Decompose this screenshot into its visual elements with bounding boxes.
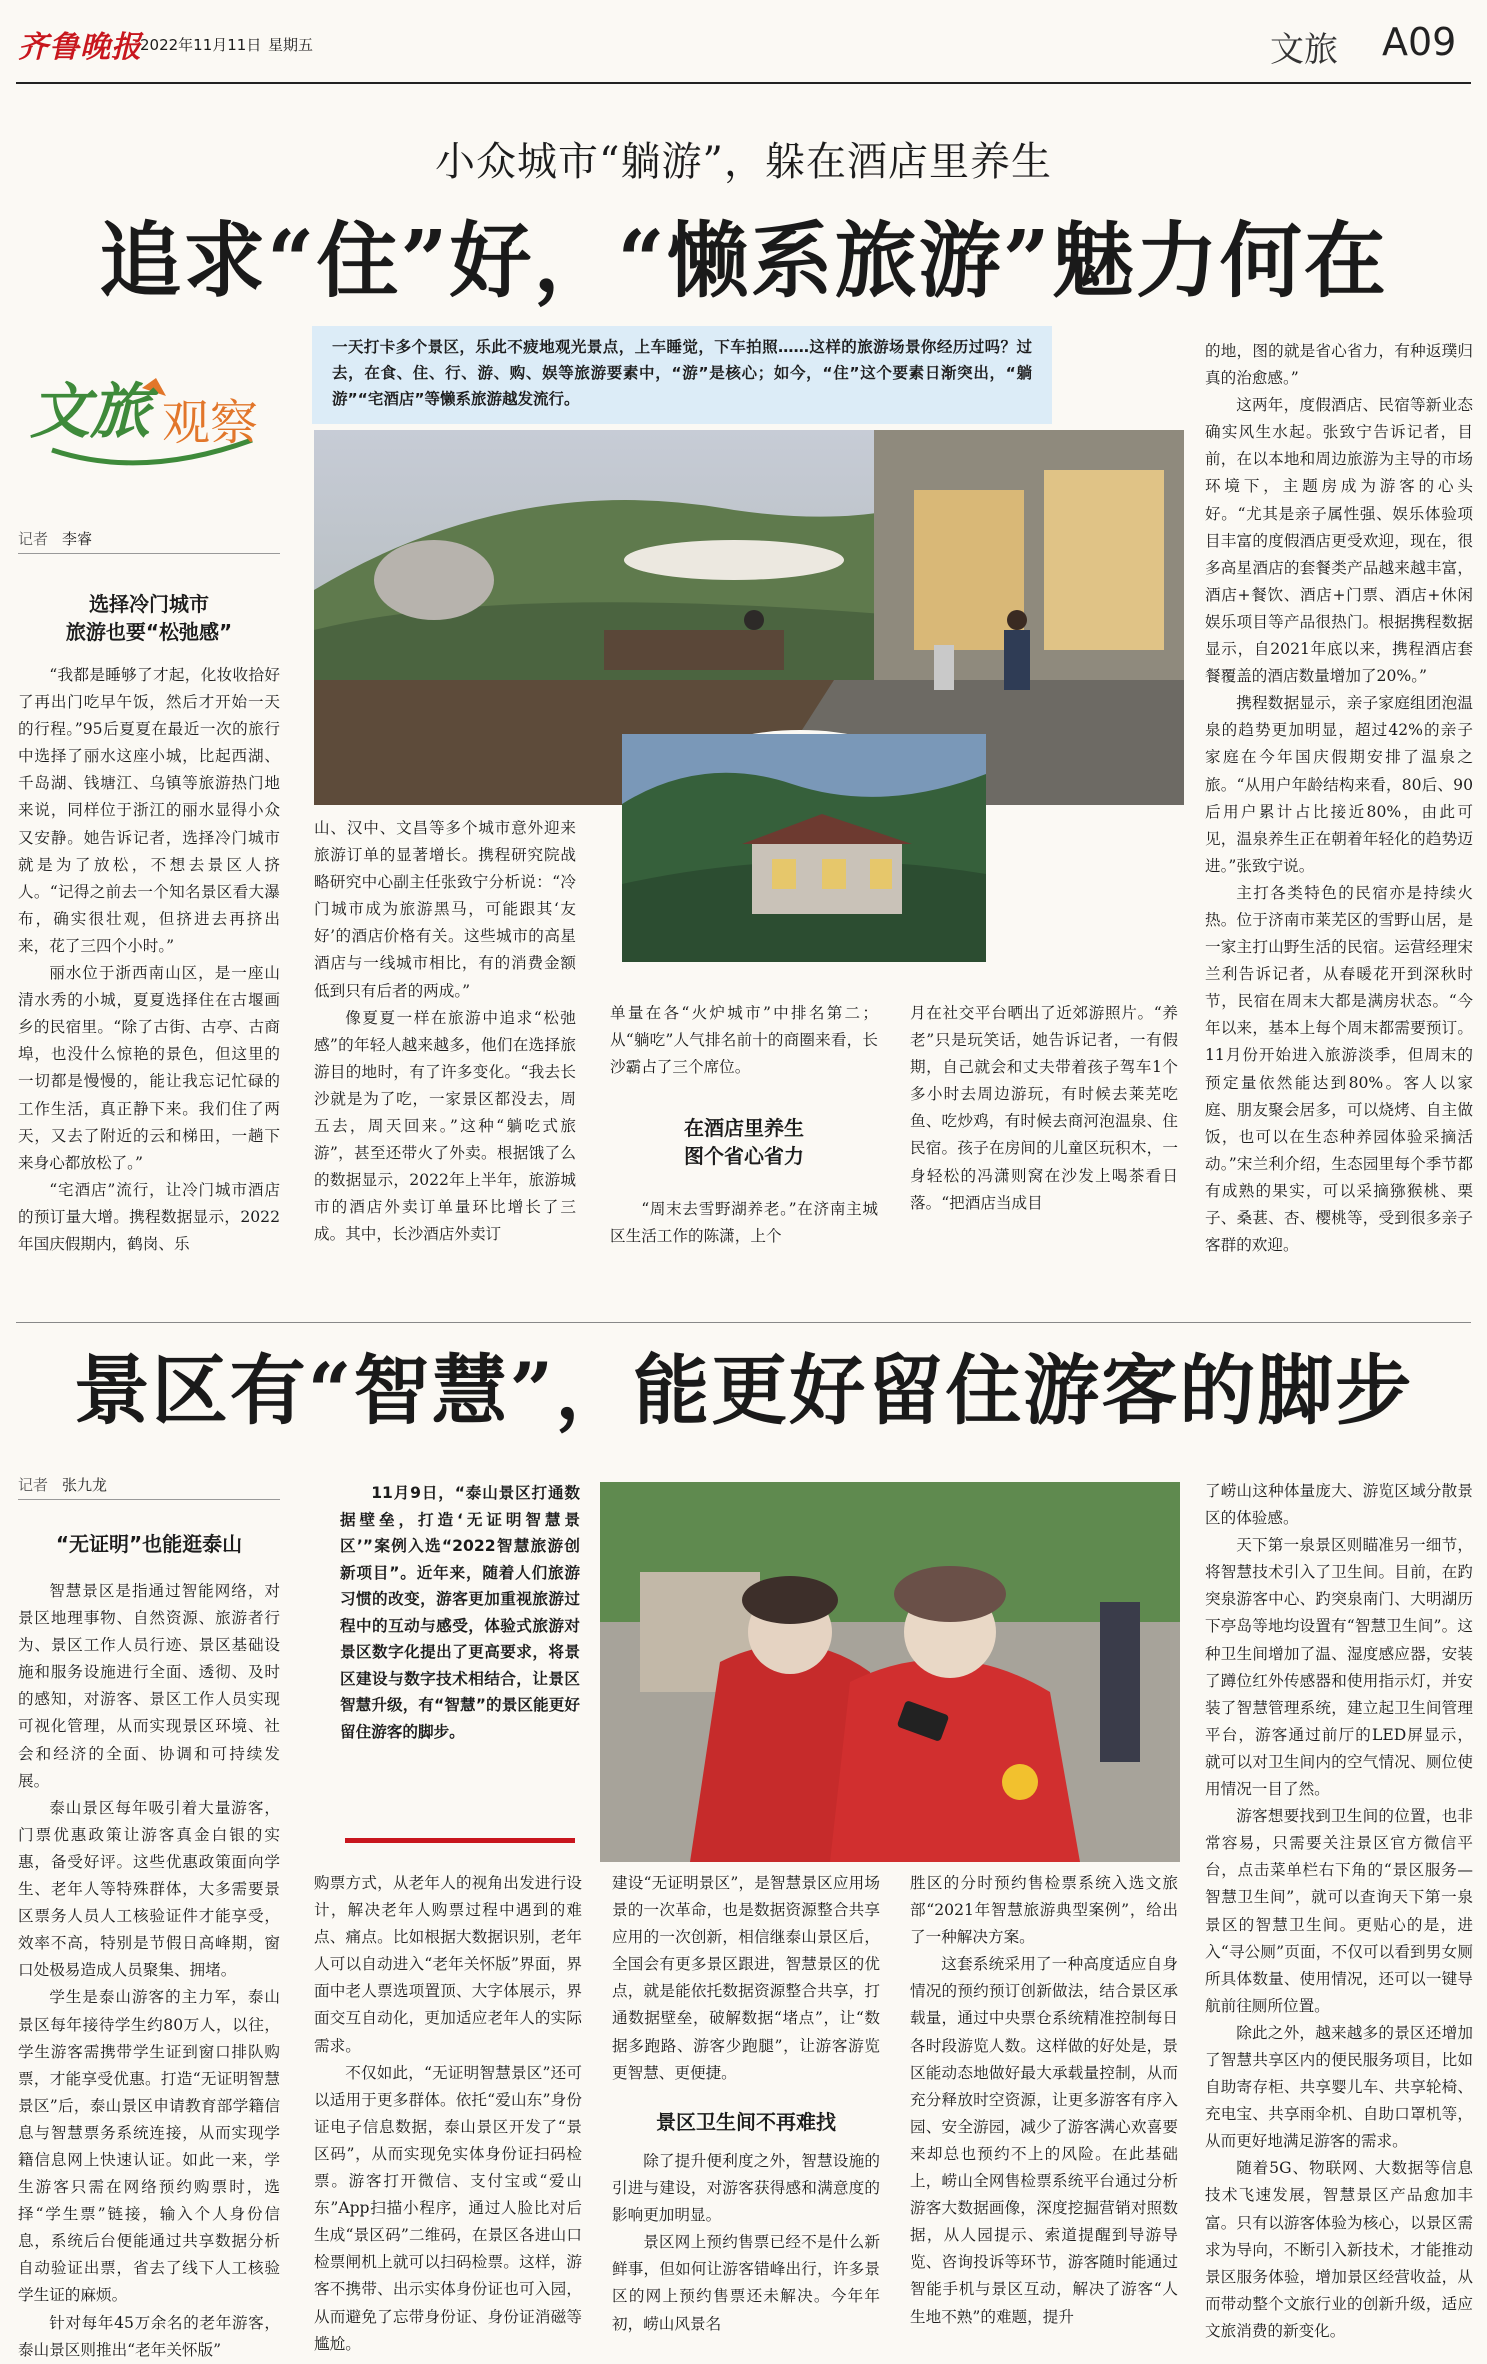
paragraph: 这两年，度假酒店、民宿等新业态确实风生水起。张致宁告诉记者，目前，在以本地和周边旅游为主导的市场环境下，主题房成为游客的心头好。“尤其是亲子属性强、娱乐体验项目丰富的度假酒店更受欢迎，现在，很多高星酒店的套餐类产品越来越丰富，酒店+餐饮、酒店+门票、酒店+休闲娱乐项目等产品很热门。根据携程数据显示，自2021年底以来，携程酒店套餐覆盖的酒店数量增加了20%。” <box>1205 396 1473 686</box>
issue-weekday: 星期五 <box>268 36 314 54</box>
article2-lead-box <box>340 1480 580 1820</box>
article2-subhead-1: “无证明”也能逛泰山 <box>55 1532 243 1556</box>
article1-col5 <box>1205 338 1473 1303</box>
paragraph: 建设“无证明景区”，是智慧景区应用场景的一次革命，也是数据资源整合共享应用的一次创新，相信继泰山景区后，全国会有更多景区跟进，智慧景区的优点，就是能依托数据资源整合共享，打通数据壁垒，破解数据“堵点”，让“数据多跑路、游客少跑腿”，让游客游览更智慧、更便捷。 <box>612 1874 880 2082</box>
volunteers-image <box>600 1482 1180 1862</box>
article2-col4 <box>910 1870 1178 2325</box>
paragraph: “周末去雪野湖养老。”在济南主城区生活工作的陈潇，上个 <box>610 1200 878 1246</box>
section-name: 文旅 <box>1270 30 1338 70</box>
logo-text-main: 文旅 <box>30 377 150 447</box>
article1-col2 <box>314 815 576 1305</box>
article1-col1 <box>18 662 280 1302</box>
article2-byline <box>18 1474 280 1500</box>
article1-headline: 追求“住”好，“懒系旅游”魅力何在 <box>99 213 1388 309</box>
paragraph: 除此之外，越来越多的景区还增加了智慧共享区内的便民服务项目，比如自助寄存柜、共享婴儿车、共享轮椅、充电宝、共享雨伞机、自助口罩机等，从而更好地满足游客的需求。 <box>1205 2023 1473 2151</box>
lead-box-red-rule <box>345 1838 575 1843</box>
article1-subhead-2 <box>610 1114 878 1170</box>
masthead: 齐鲁晚报 <box>18 30 142 65</box>
byline-label: 记者 <box>18 530 49 548</box>
article2-col3 <box>612 1870 880 2087</box>
issue-date: 2022年11月11日 <box>140 36 262 54</box>
villa-image <box>622 734 986 962</box>
article1-col4 <box>910 1000 1178 1300</box>
paragraph: 天下第一泉景区则瞄准另一细节，将智慧技术引入了卫生间。目前，在趵突泉游客中心、趵突泉南门、大明湖历下亭岛等地均设置有“智慧卫生间”。这种卫生间增加了温、湿度感应器，安装了蹲位红外传感器和使用指示灯，并安装了智慧管理系统，建立起卫生间管理平台，游客通过前厅的LED屏显示，就可以对卫生间内的空气情况、厕位使用情况一目了然。 <box>1205 1536 1473 1799</box>
column-logo <box>22 360 282 480</box>
paragraph: 不仅如此，“无证明智慧景区”还可以适用于更多群体。依托“爱山东”身份证电子信息数据，泰山景区开发了“景区码”，从而实现免实体身份证扫码检票。游客打开微信、支付宝或“爱山东”App扫描小程序，通过人脸比对后生成“景区码”二维码，在景区各进山口检票闸机上就可以扫码检票。这样，游客不携带、出示实体身份证也可入园，从而避免了忘带身份证、身份证消磁等尴尬。 <box>314 2063 582 2353</box>
byline-name: 李睿 <box>62 530 93 548</box>
byline-label: 记者 <box>18 1476 49 1494</box>
paragraph: 除了提升便利度之外，智慧设施的引进与建设，对游客获得感和满意度的影响更加明显。 <box>612 2152 880 2225</box>
article1-lead-box <box>312 326 1052 424</box>
article2-col2 <box>314 1870 582 2353</box>
article2-col1 <box>18 1578 280 2359</box>
paragraph: 单量在各“火炉城市”中排名第二；从“躺吃”人气排名前十的商圈来看，长沙霸占了三个席位。 <box>610 1004 878 1077</box>
article1-kicker: 小众城市“躺游”，躲在酒店里养生 <box>435 139 1052 185</box>
paragraph: 月在社交平台晒出了近郊游照片。“养老”只是玩笑话，她告诉记者，一有假期，自己就会和丈夫带着孩子驾车1个多小时去周边游玩，有时候去莱芜吃鱼、吃炒鸡，有时候去商河泡温泉、住民宿。孩子在房间的儿童区玩积木，一身轻松的冯潇则窝在沙发上喝茶看日落。“把酒店当成目 <box>910 1004 1178 1212</box>
article2-headline: 景区有“智慧”，能更好留住游客的脚步 <box>73 1346 1414 1435</box>
paragraph: 泰山景区每年吸引着大量游客，门票优惠政策让游客真金白银的实惠，备受好评。这些优惠政策面向学生、老年人等特殊群体，大多需要景区票务人员人工核验证件才能享受，效率不高，特别是节假日高峰期，窗口处极易造成人员聚集、拥堵。 <box>18 1798 280 1980</box>
article2-subhead-2: 景区卫生间不再难找 <box>656 2110 836 2134</box>
paragraph: 携程数据显示，亲子家庭组团泡温泉的趋势更加明显，超过42%的亲子家庭在今年国庆假期安排了温泉之旅。“从用户年龄结构来看，80后、90后用户累计占比接近80%，由此可见，温泉养生正在朝着年轻化的趋势迈进。”张致宁说。 <box>1205 694 1473 875</box>
paragraph: 主打各类特色的民宿亦是持续火热。位于济南市莱芜区的雪野山居，是一家主打山野生活的民宿。运营经理宋兰利告诉记者，从春暖花开到深秋时节，民宿在周末大都是满房状态。“今年以来，基本上每个周末都需要预订。11月份开始进入旅游淡季，但周末的预定量依然能达到80%。客人以家庭、朋友聚会居多，可以烧烤、自主做饭，也可以在生态种养园体验采摘活动。”宋兰利介绍，生态园里每个季节都有成熟的果实，可以采摘猕猴桃、栗子、桑葚、杏、樱桃等，受到很多亲子客群的欢迎。 <box>1205 883 1473 1255</box>
paragraph: 游客想要找到卫生间的位置，也非常容易，只需要关注景区官方微信平台，点击菜单栏右下角的“景区服务—智慧卫生间”，就可以查询天下第一泉景区的智慧卫生间。更贴心的是，进入“寻公厕”页面，不仅可以看到男女厕所具体数量、使用情况，还可以一键导航前往厕所位置。 <box>1205 1807 1473 2015</box>
subhead-line: 选择冷门城市 <box>89 592 209 616</box>
paragraph: 像夏夏一样在旅游中追求“松弛感”的年轻人越来越多，他们在选择旅游目的地时，有了许多变化。“我去长沙就是为了吃，一家景区都没去，周五去，周天回来。”这种“躺吃式旅游”，甚至还带火了外卖。根据饿了么的数据显示，2022年上半年，旅游城市的酒店外卖订单量环比增长了三成。其中，长沙酒店外卖订 <box>314 1008 576 1244</box>
paragraph: 学生是泰山游客的主力军，泰山景区每年接待学生约80万人，以往，学生游客需携带学生证到窗口排队购票，才能享受优惠。打造“无证明智慧景区”后，泰山景区申请教育部学籍信息与智慧票务系统连接，从而实现学籍信息网上快速认证。如此一来，学生游客只需在网络预约购票时，选择“学生票”链接，输入个人身份信息，系统后台便能通过共享数据分析自动验证出票，省去了线下人工核验学生证的麻烦。 <box>18 1988 280 2305</box>
article1-byline <box>18 528 280 554</box>
logo-text-side: 观察 <box>162 395 259 451</box>
article2-col3b <box>612 2148 880 2333</box>
paragraph: 针对每年45万余名的老年游客，泰山景区则推出“老年关怀版” <box>18 2313 280 2359</box>
byline-name: 张九龙 <box>62 1476 108 1494</box>
article1-col3b <box>610 1196 878 1250</box>
paragraph: 购票方式，从老年人的视角出发进行设计，解决老年人购票过程中遇到的难点、痛点。比如根据大数据识别，老年人可以自动进入“老年关怀版”界面，界面中老人票选项置顶、大字体展示，界面交互自动化，更加适应老年人的实际需求。 <box>314 1874 582 2055</box>
paragraph: 的地，图的就是省心省力，有种返璞归真的治愈感。” <box>1205 342 1473 388</box>
paragraph: “我都是睡够了才起，化妆收拾好了再出门吃早午饭，然后才开始一天的行程。”95后夏夏在最近一次的旅行中选择了丽水这座小城，比起西湖、千岛湖、钱塘江、乌镇等旅游热门地来说，同样位于浙江的丽水显得小众又安静。她告诉记者，选择冷门城市就是为了放松，不想去景区人挤人。“记得之前去一个知名景区看大瀑布，确实很壮观，但挤进去再挤出来，花了三四个小时。” <box>18 666 280 955</box>
villa-oval-photo <box>618 730 982 958</box>
article-divider <box>16 1322 1471 1323</box>
paragraph: 山、汉中、文昌等多个城市意外迎来旅游订单的显著增长。携程研究院战略研究中心副主任张致宁分析说：“冷门城市成为旅游黑马，可能跟其‘友好’的酒店价格有关。这些城市的高星酒店与一线城市相比，有的消费金额低到只有后者的两成。” <box>314 819 576 1000</box>
article2-col5 <box>1205 1478 1473 2340</box>
article1-col3 <box>610 1000 878 1081</box>
paragraph: 了崂山这种体量庞大、游览区域分散景区的体验感。 <box>1205 1482 1473 1528</box>
paragraph: 智慧景区是指通过智能网络，对景区地理事物、自然资源、旅游者行为、景区工作人员行迹、景区基础设施和服务设施进行全面、透彻、及时的感知，对游客、景区工作人员实现可视化管理，从而实现景区环境、社会和经济的全面、协调和可持续发展。 <box>18 1582 280 1790</box>
paragraph: 这套系统采用了一种高度适应自身情况的预约预订创新做法，结合景区承载量，通过中央票仓系统精准控制每日各时段游览人数。这样做的好处是，景区能动态地做好最大承载量控制，从而充分释放时空资源，让更多游客有序入园、安全游园，减少了游客满心欢喜要来却总也预约不上的风险。在此基础上，崂山全网售检票系统平台通过分析游客大数据画像，深度挖掘营销对照数据，从人园提示、索道提醒到导游导览、咨询投诉等环节，游客随时能通过智能手机与景区互动，解决了游客“人生地不熟”的难题，提升 <box>910 1955 1178 2326</box>
subhead-line: 图个省心省力 <box>684 1144 804 1168</box>
subhead-line: 在酒店里养生 <box>684 1116 804 1140</box>
lead-text: 11月9日，“泰山景区打通数据壁垒，打造‘无证明智慧景区’”案例入选“2022智慧旅游创新项目”。近年来，随着人们旅游习惯的改变，游客更加重视旅游过程中的互动与感受，体验式旅游对景区数字化提出了更高要求，将景区建设与数字技术相结合，让景区智慧升级，有“智慧”的景区能更好留住游客的脚步。 <box>340 1484 580 1741</box>
lead-text: 一天打卡多个景区，乐此不疲地观光景点，上车睡觉，下车拍照……这样的旅游场景你经历过吗？过去，在食、住、行、游、购、娱等旅游要素中，“游”是核心；如今，“住”这个要素日渐突出，“躺游”“宅酒店”等懒系旅游越发流行。 <box>332 338 1032 408</box>
page-number: A09 <box>1382 20 1457 64</box>
paragraph: 景区网上预约售票已经不是什么新鲜事，但如何让游客错峰出行，许多景区的网上预约售票还未解决。今年年初，崂山风景名 <box>612 2233 880 2333</box>
paragraph: “宅酒店”流行，让冷门城市酒店的预订量大增。携程数据显示，2022年国庆假期内，鹤岗、乐 <box>18 1180 280 1253</box>
article1-subhead-1 <box>18 590 280 646</box>
header-rule <box>16 82 1471 84</box>
paragraph: 胜区的分时预约售检票系统入选文旅部“2021年智慧旅游典型案例”，给出了一种解决方案。 <box>910 1874 1178 1947</box>
subhead-line: 旅游也要“松弛感” <box>65 620 233 644</box>
paragraph: 随着5G、物联网、大数据等信息技术飞速发展，智慧景区产品愈加丰富。只有以游客体验为核心，以景区需求为导向，不断引入新技术，才能推动景区服务体验，增加景区经营收益，从而带动整个文旅行业的创新升级，适应文旅消费的新变化。 <box>1205 2159 1473 2340</box>
volunteers-phone-photo <box>600 1482 1180 1862</box>
paragraph: 丽水位于浙西南山区，是一座山清水秀的小城，夏夏选择住在古堰画乡的民宿里。“除了古街、古亭、古商埠，也没什么惊艳的景色，但这里的一切都是慢慢的，能让我忘记忙碌的工作生活，真正静下来。我们住了两天，又去了附近的云和梯田，一趟下来身心都放松了。” <box>18 964 280 1172</box>
